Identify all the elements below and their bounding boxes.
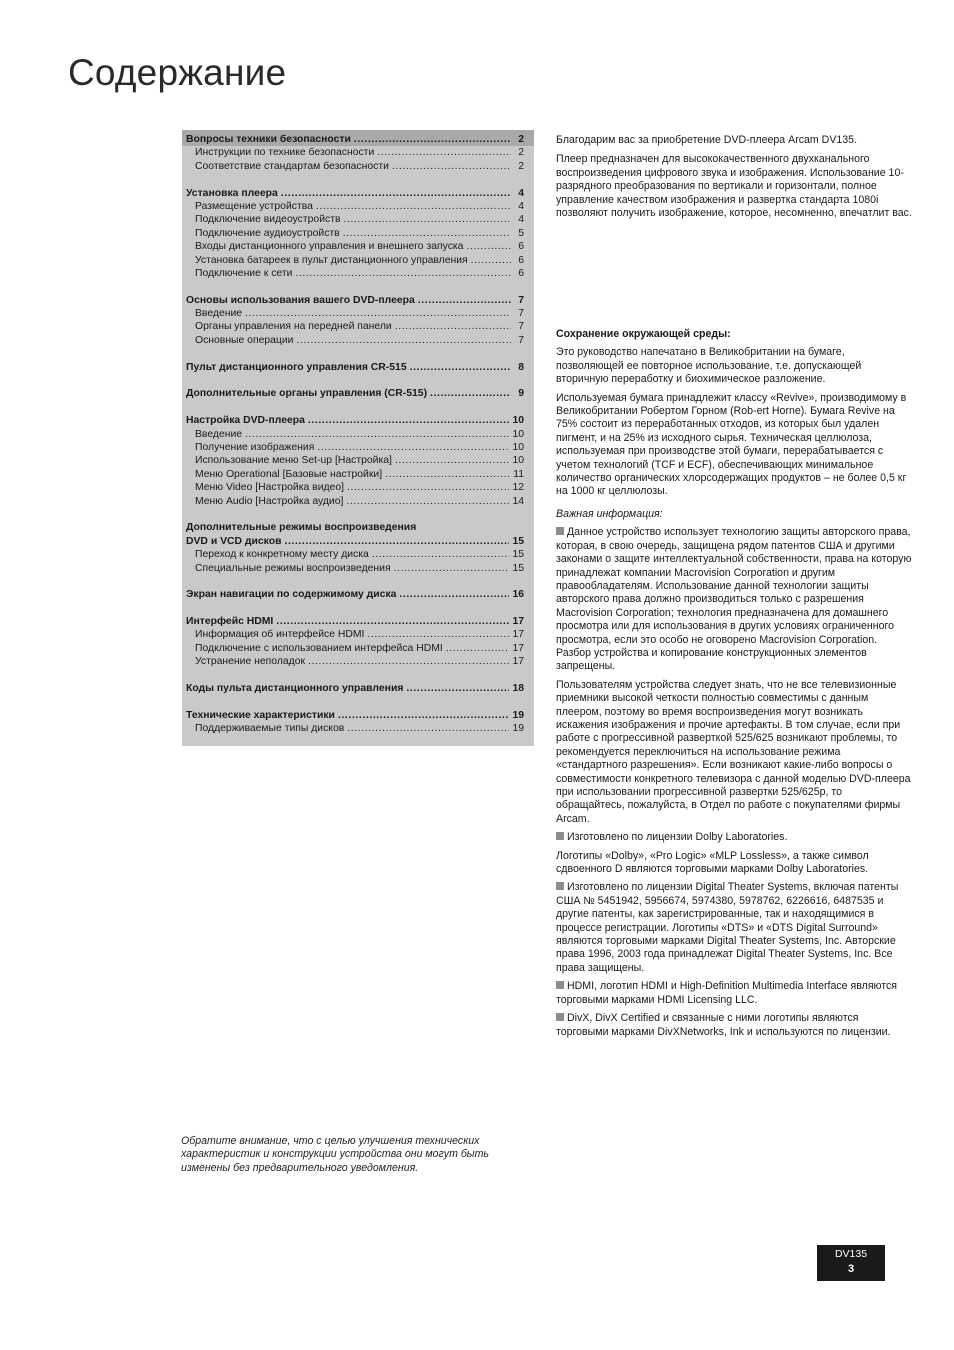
intro-thanks: Благодарим вас за приобретение DVD-плеера Arcam DV135.	[556, 134, 858, 146]
dot-leader	[343, 227, 511, 240]
toc-item-page: 17	[512, 642, 524, 654]
toc-item-label: Получение изображения	[195, 441, 315, 453]
toc-item-label: Входы дистанционного управления и внешнего запуска	[195, 241, 464, 253]
toc-section-entry-label: Технические характеристики	[186, 709, 335, 721]
dot-leader	[284, 535, 509, 548]
bullet-square-icon	[556, 882, 564, 890]
toc-item-label: Введение	[195, 308, 243, 320]
toc-item[interactable]	[186, 428, 524, 441]
toc-item-label: Размещение устройства	[195, 200, 313, 212]
dot-leader	[446, 642, 510, 655]
toc-item-page: 15	[512, 562, 524, 574]
toc-item-label: Информация об интерфейсе HDMI	[195, 629, 365, 641]
toc-item-page: 17	[512, 629, 524, 641]
toc-section-entry-page: 7	[518, 294, 524, 306]
dot-leader	[430, 387, 511, 400]
toc-item-page: 10	[512, 428, 524, 440]
toc-section	[186, 588, 524, 601]
toc-section-entry-label: Коды пульта дистанционного управления	[186, 683, 404, 695]
table-of-contents	[182, 130, 534, 746]
toc-item-page: 10	[512, 441, 524, 453]
intro-text	[556, 134, 912, 226]
toc-item[interactable]	[186, 495, 524, 508]
dot-leader	[354, 133, 511, 146]
dot-leader	[338, 709, 509, 722]
toc-section-entry-page: 4	[518, 187, 524, 199]
toc-item[interactable]	[186, 481, 524, 494]
toc-item[interactable]	[186, 213, 524, 226]
macrovision-text: Данное устройство использует технологию защиты авторского права, которая, в свою очередь, защищена рядом патентов США и другими законами о защите интеллектуальной собственности, права на которую принадлежат компании Macrovision Corporation и другим правообладателям. Использование данной технологии защиты авторского права должно производиться только с разрешения Macrovision Corporation; технология предназначена для домашнего просмотра или для использования в других условиях ограниченного просмотра, если это особо не оговорено Macrovision Corporation. Разбор устройства и копирование конструкционных элементов запрещены.	[556, 526, 912, 673]
toc-item[interactable]	[186, 200, 524, 213]
toc-item[interactable]	[186, 334, 524, 347]
toc-item-page: 2	[518, 147, 524, 159]
dot-leader	[406, 682, 509, 695]
toc-section-entry[interactable]	[186, 361, 524, 374]
dot-leader	[367, 628, 509, 641]
toc-section-entry-page: 17	[512, 616, 524, 628]
toc-item-page: 6	[518, 241, 524, 253]
toc-item-page: 11	[513, 468, 524, 480]
toc-section-entry[interactable]	[186, 535, 524, 548]
toc-section	[186, 709, 524, 736]
dot-leader	[399, 588, 509, 601]
toc-section-entry-page: 15	[512, 535, 524, 547]
toc-item[interactable]	[186, 628, 524, 641]
toc-section	[186, 521, 524, 575]
environment-heading: Сохранение окружающей среды:	[556, 328, 731, 340]
toc-section	[186, 387, 524, 400]
toc-item-label: Устранение неполадок	[195, 656, 306, 668]
toc-item[interactable]	[186, 722, 524, 735]
toc-item-page: 10	[512, 455, 524, 467]
environment-section	[556, 328, 912, 1044]
divx-text: DivX, DivX Certified и связанные с ними логотипы являются торговыми марками DivXNetworks, Ink и используются по лицензии.	[556, 1012, 891, 1038]
dot-leader	[347, 481, 509, 494]
toc-section-title-line	[186, 521, 524, 534]
toc-item-label: Использование меню Set-up [Настройка]	[195, 455, 392, 467]
toc-item-label: Подключение аудиоустройств	[195, 227, 340, 239]
specification-change-notice: Обратите внимание, что с целью улучшения технических характеристик и конструкции устройства они могут быть изменены без предварительного уведомления.	[181, 1135, 489, 1174]
toc-item-page: 5	[518, 227, 524, 239]
toc-item[interactable]	[186, 441, 524, 454]
toc-item-page: 7	[518, 334, 524, 346]
toc-item[interactable]	[186, 454, 524, 467]
toc-item[interactable]	[186, 267, 524, 280]
toc-section-entry[interactable]	[186, 682, 524, 695]
toc-item-label: Установка батареек в пульт дистанционного управления	[195, 254, 468, 266]
toc-section	[186, 294, 524, 348]
toc-section-entry-label: Основы использования вашего DVD-плеера	[186, 294, 415, 306]
toc-item-label: Поддерживаемые типы дисков	[195, 723, 345, 735]
toc-section-entry-page: 2	[518, 134, 524, 145]
hdmi-notice	[556, 980, 912, 1007]
dot-leader	[297, 334, 512, 347]
dolby-license-text: Изготовлено по лицензии Dolby Laboratories.	[567, 831, 788, 844]
dts-notice	[556, 881, 912, 975]
toc-section-entry[interactable]	[186, 615, 524, 628]
toc-item-page: 7	[518, 308, 524, 320]
toc-item-label: Подключение к сети	[195, 267, 293, 279]
toc-item[interactable]	[186, 562, 524, 575]
toc-item-page: 15	[512, 549, 524, 561]
toc-section	[186, 615, 524, 669]
toc-item-page: 6	[518, 267, 524, 279]
toc-section-entry[interactable]	[186, 414, 524, 427]
progressive-scan-notice: Пользователям устройства следует знать, что не все телевизионные приемники высокой четкости полностью совместимы с данным плеером, поэтому во время воспроизведения могут возникать искажения изображения и прочие артефакты. В том случае, если при работе с прогрессивной разверткой 525/625 возникают проблемы, то рекомендуется переключиться на использование режима «стандартного разрешения». Если возникают какие-либо вопросы о совместимости конкретного телевизора с данной моделью DVD-плеера при использовании прогрессивной развертки 525/625р, то обращайтесь, пожалуйста, в Отдел по работе с покупателями фирмы Arcam.	[556, 678, 911, 825]
dot-leader	[245, 428, 509, 441]
toc-item[interactable]	[186, 307, 524, 320]
toc-item-label: Специальные режимы воспроизведения	[195, 562, 391, 574]
dot-leader	[346, 495, 509, 508]
page-title: Содержание	[68, 52, 287, 93]
dot-leader	[316, 200, 511, 213]
dot-leader	[392, 160, 511, 173]
toc-item-page: 7	[518, 321, 524, 333]
dot-leader	[295, 267, 511, 280]
dot-leader	[281, 187, 511, 200]
toc-item[interactable]	[186, 320, 524, 333]
environment-paragraph-1: Это руководство напечатано в Великобритании на бумаге, позволяющей ее повторное использование, т.е. допускающей вторичную переработку и биохимическое разложение.	[556, 346, 862, 386]
toc-item[interactable]	[186, 146, 524, 159]
toc-item-page: 4	[518, 200, 524, 212]
toc-item[interactable]	[186, 468, 524, 481]
toc-item[interactable]	[186, 655, 524, 668]
toc-section-entry-label: Экран навигации по содержимому диска	[186, 589, 397, 601]
toc-section	[186, 187, 524, 281]
toc-section	[186, 682, 524, 695]
toc-section-entry-label: DVD и VCD дисков	[186, 535, 282, 547]
important-info-label: Важная информация:	[556, 507, 663, 520]
toc-item[interactable]	[186, 240, 524, 253]
dot-leader	[308, 414, 510, 427]
toc-section	[186, 133, 524, 173]
toc-item-label: Подключение видеоустройств	[195, 214, 341, 226]
toc-item-page: 6	[518, 254, 524, 266]
dolby-license-notice	[556, 831, 912, 844]
toc-list	[186, 133, 524, 749]
dot-leader	[347, 722, 509, 735]
dolby-trademark-notice: Логотипы «Dolby», «Pro Logic» «MLP Lossless», а также символ сдвоенного D являются торговыми марками Dolby Laboratories.	[556, 849, 869, 876]
toc-section-entry-page: 19	[512, 709, 524, 721]
dot-leader	[317, 441, 509, 454]
toc-section-entry[interactable]	[186, 588, 524, 601]
toc-section-entry-page: 10	[512, 415, 524, 427]
dot-leader	[343, 213, 511, 226]
toc-item-page: 14	[512, 495, 524, 507]
toc-item-label: Основные операции	[195, 334, 294, 346]
dot-leader	[410, 361, 511, 374]
toc-section-entry-label: Дополнительные органы управления (CR-515)	[186, 388, 428, 400]
toc-section-entry[interactable]	[186, 187, 524, 200]
toc-item-label: Введение	[195, 428, 243, 440]
toc-section-entry-label: Пульт дистанционного управления CR-515	[186, 361, 407, 373]
dot-leader	[395, 454, 510, 467]
toc-item[interactable]	[186, 254, 524, 267]
dot-leader	[418, 294, 511, 307]
toc-section-entry[interactable]	[186, 709, 524, 722]
dot-leader	[276, 615, 509, 628]
toc-item-label: Соответствие стандартам безопасности	[195, 160, 389, 172]
divx-notice	[556, 1012, 912, 1039]
environment-paragraph-2: Используемая бумага принадлежит классу «Revive», производимому в Великобритании Робертом Горном (Rob-ert Horne). Бумага Revive на 75% состоит из переработанных отходов, из которых был удален пигмент, и на 25% из исходного сырья. Техническая целлюлоза, используемая при производстве этой бумаги, перерабатывается с учетом технологий (TCF и ECF), обеспечивающих минимальное количество органических хлорсодержащих продуктов – не более 0,5 кг на 1000 кг целлюлозы.	[556, 391, 907, 498]
page-badge	[817, 1245, 885, 1281]
hdmi-text: HDMI, логотип HDMI и High-Definition Multimedia Interface являются торговыми марками HDMI Licensing LLC.	[556, 980, 898, 1006]
model-label: DV135	[834, 1248, 868, 1260]
bullet-square-icon	[556, 832, 564, 840]
toc-section-entry-page: 9	[518, 388, 524, 400]
intro-description: Плеер предназначен для высококачественного двухканального воспроизведения цифрового звука и изображения. Использование 10-разрядного преобразования по вертикали и горизонтали, полное управление качеством изображения и развертка стандарта 1080i позволяют получить изображение, которое, несомненно, впечатлит вас.	[556, 153, 912, 220]
toc-item-label: Меню Operational [Базовые настройки]	[195, 468, 383, 480]
toc-item[interactable]	[186, 642, 524, 655]
toc-item-page: 12	[512, 482, 524, 494]
toc-section-entry-label: Установка плеера	[186, 187, 278, 199]
toc-item-label: Переход к конкретному месту диска	[195, 549, 369, 561]
dts-text: Изготовлено по лицензии Digital Theater Systems, включая патенты США № 5451942, 5956674, 5974380, 5978762, 6226616, 6487535 и другие патенты, как зарегистрированные, так и находящимися в процессе регистрации. Логотипы «DTS» и «DTS Digital Surround» являются торговыми марками Digital Theater Systems, Inc. Авторские права 1996, 2003 года принадлежат Digital Theater Systems, Inc. Все права защищены.	[556, 881, 899, 974]
toc-section-entry-page: 16	[512, 589, 524, 601]
dot-leader	[308, 655, 509, 668]
dot-leader	[395, 320, 511, 333]
dot-leader	[245, 307, 511, 320]
toc-item-label: Подключение с использованием интерфейса HDMI	[195, 642, 443, 654]
toc-item-label: Инструкции по технике безопасности	[195, 147, 375, 159]
toc-section	[186, 414, 524, 508]
toc-section-entry-label: Настройка DVD-плеера	[186, 415, 305, 427]
toc-section-entry-page: 18	[512, 683, 524, 695]
dot-leader	[377, 146, 511, 159]
dot-leader	[394, 562, 510, 575]
page-number: 3	[847, 1263, 855, 1275]
toc-item-label: Меню Video [Настройка видео]	[195, 482, 345, 494]
toc-item-page: 4	[518, 214, 524, 226]
toc-item-label: Органы управления на передней панели	[195, 321, 392, 333]
toc-section-entry[interactable]	[186, 133, 524, 146]
dot-leader	[385, 468, 510, 481]
toc-section-entry[interactable]	[186, 294, 524, 307]
toc-section-entry-page: 8	[518, 361, 524, 373]
bullet-square-icon	[556, 981, 564, 989]
bullet-square-icon	[556, 527, 564, 535]
toc-item[interactable]	[186, 160, 524, 173]
bullet-square-icon	[556, 1013, 564, 1021]
dot-leader	[471, 254, 511, 267]
dot-leader	[372, 548, 510, 561]
toc-item-page: 17	[512, 656, 524, 668]
toc-section-entry-label: Вопросы техники безопасности	[186, 134, 351, 145]
macrovision-notice	[556, 526, 912, 673]
toc-item-page: 2	[518, 160, 524, 172]
toc-item[interactable]	[186, 227, 524, 240]
toc-section-entry[interactable]	[186, 387, 524, 400]
toc-section	[186, 361, 524, 374]
toc-item-label: Меню Audio [Настройка аудио]	[195, 495, 344, 507]
toc-section-title: Дополнительные режимы воспроизведения	[186, 522, 417, 534]
toc-item[interactable]	[186, 548, 524, 561]
toc-item-page: 19	[512, 723, 524, 735]
toc-section-entry-label: Интерфейс HDMI	[186, 616, 274, 628]
dot-leader	[466, 240, 511, 253]
